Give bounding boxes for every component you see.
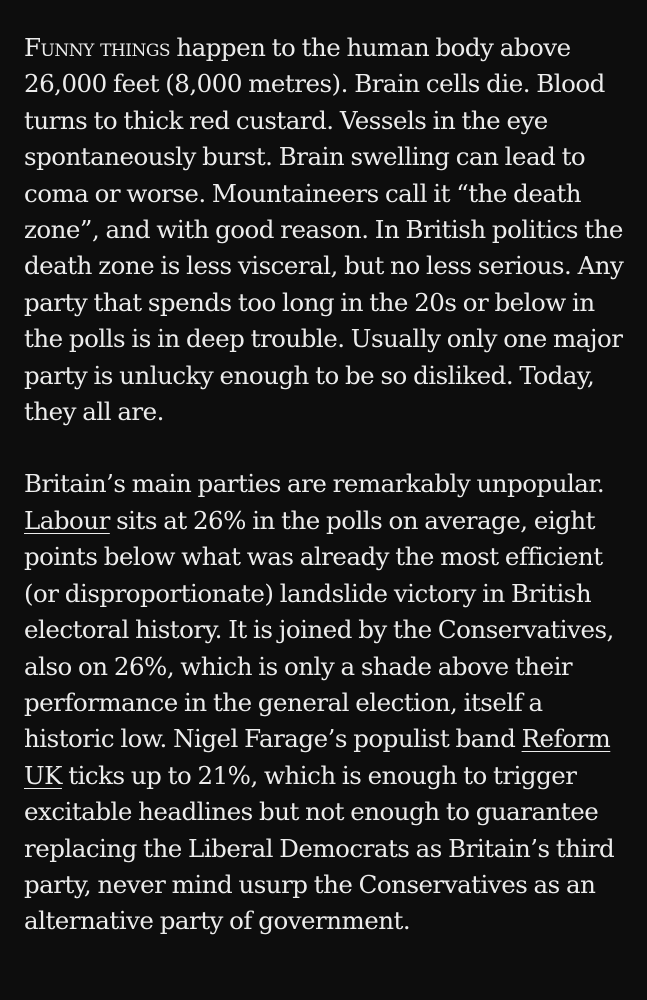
paragraph-intro: [24, 30, 634, 430]
paragraph-parties-text-2: sits at 26% in the polls on average, eight points below what was already the most efficient (or disproportionate) landslide victory in British electoral history. It is joined by the Conservatives, also on 26%, which is only a shade above their performance in the general election, itself a historic low. Nigel Farage’s populist band: [24, 505, 614, 754]
paragraph-parties-text-3: ticks up to 21%, which is enough to trigger excitable headlines but not enough to guarantee replacing the Liberal Democrats as Britain’s third party, never mind usurp the Conservatives as an alternative party of government.: [24, 760, 615, 936]
paragraph-intro-text: happen to the human body above 26,000 feet (8,000 metres). Brain cells die. Blood turns to thick red custard. Vessels in the eye spontaneously burst. Brain swelling can lead to coma or worse. Mountaineers call it “the death zone”, and with good reason. In British politics the death zone is less visceral, but no less serious. Any party that spends too long in the 20s or below in the polls is in deep trouble. Usually only one major party is unlucky enough to be so disliked. Today, they all are.: [24, 33, 624, 427]
reform-uk-link[interactable]: Reform UK: [24, 724, 611, 790]
article-body: [24, 30, 634, 940]
lead-in-smallcaps: Funny things: [24, 33, 171, 62]
paragraph-parties-text-1: Britain’s main parties are remarkably unpopular.: [24, 469, 605, 499]
labour-link[interactable]: Labour: [24, 505, 110, 535]
paragraph-parties: [24, 466, 634, 939]
